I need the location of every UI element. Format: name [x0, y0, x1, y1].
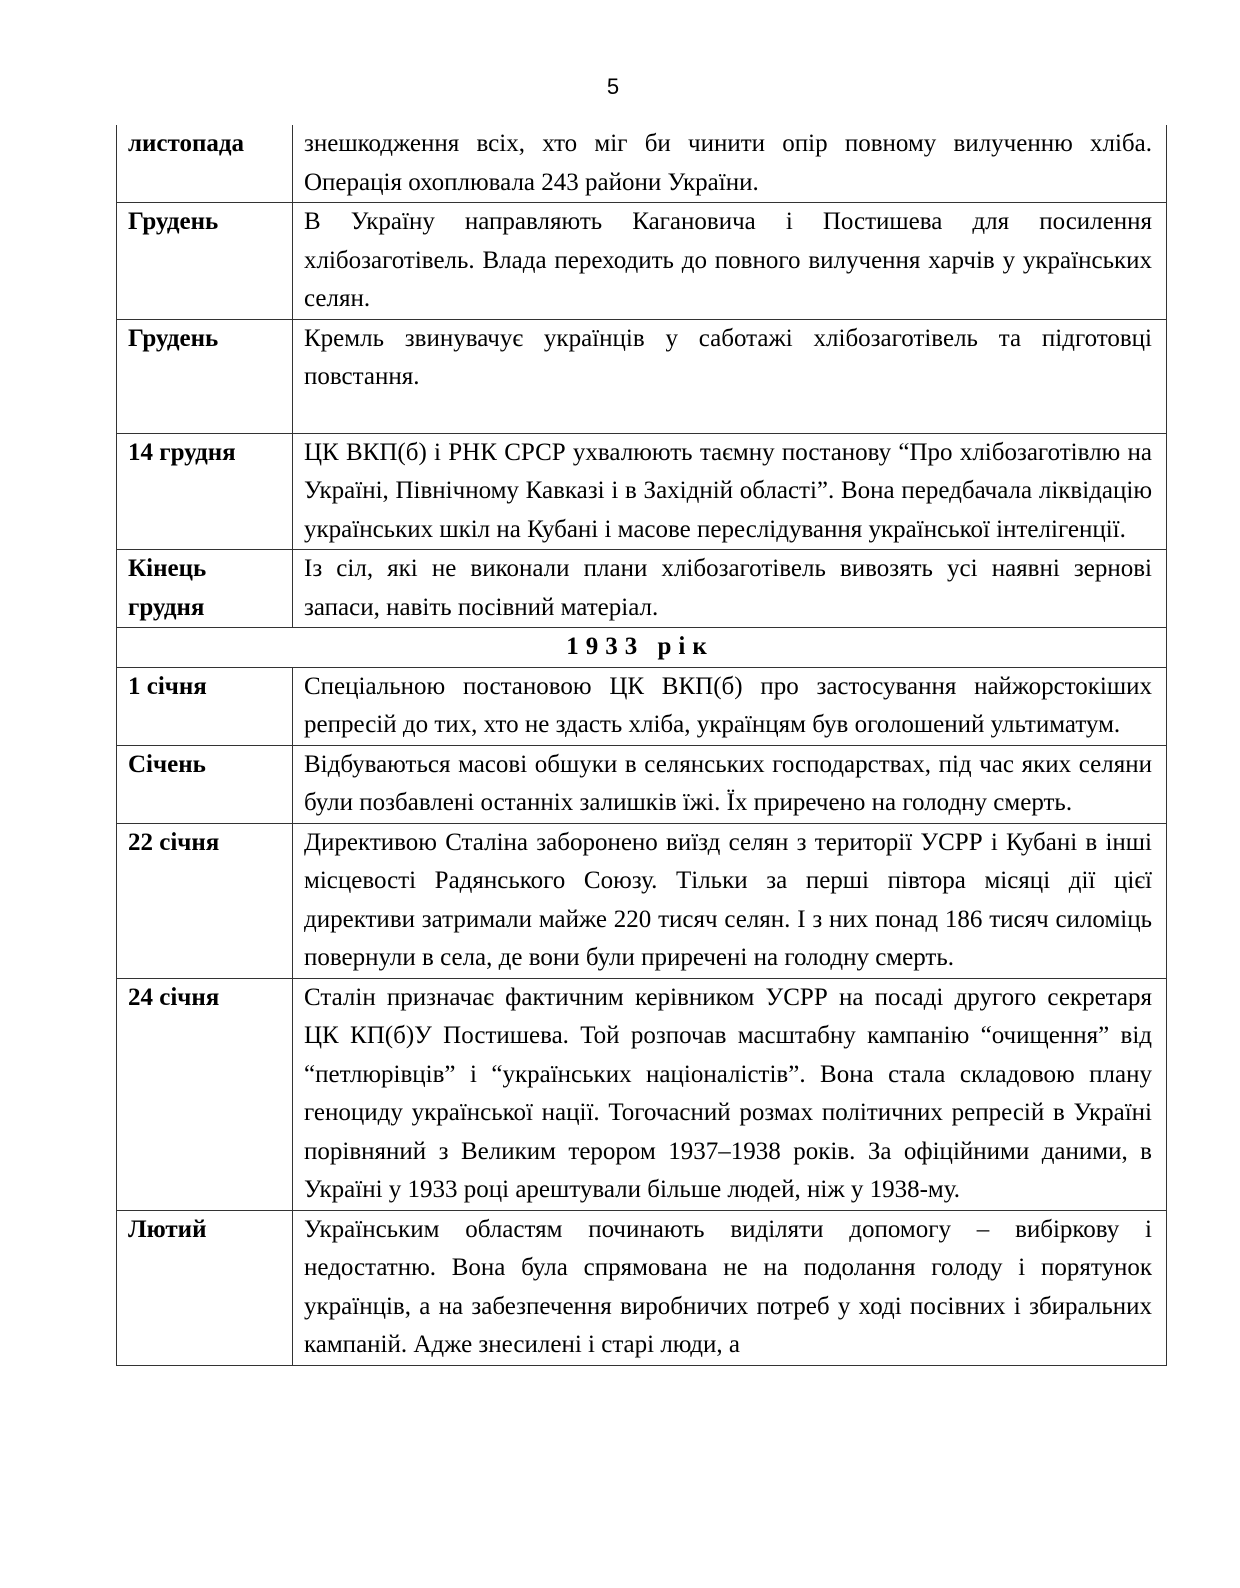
year-header-row [117, 628, 1167, 668]
event-date: 24 січня [117, 978, 293, 1210]
table-row [117, 433, 1167, 550]
event-date: Лютий [117, 1210, 293, 1365]
table-row [117, 319, 1167, 433]
table-row [117, 203, 1167, 320]
event-description: знешкодження всіх, хто міг би чинити опір повному вилученню хліба. Операція охоплювала 243 райони України. [293, 125, 1167, 203]
event-description: Сталін призначає фактичним керівником УСРР на посаді другого секретаря ЦК КП(б)У Постишева. Той розпочав масштабну кампанію “очищення” від “петлюрівців” і “українських націоналістів”. Вона стала складовою плану геноциду української нації. Тогочасний розмах політичних репресій в Україні порівняний з Великим терором 1937–1938 років. За офіційними даними, в Україні у 1933 році арештували більше людей, ніж у 1938-му. [293, 978, 1167, 1210]
event-description: Відбуваються масові обшуки в селянських господарствах, під час яких селяни були позбавлені останніх залишків їжі. Їх приречено на голодну смерть. [293, 745, 1167, 823]
event-description: В Україну направляють Кагановича і Постишева для посилення хлібозаготівель. Влада переходить до повного вилучення харчів у українських селян. [293, 203, 1167, 320]
event-date: Грудень [117, 203, 293, 320]
event-date: 22 січня [117, 823, 293, 978]
event-date: Грудень [117, 319, 293, 433]
table-row [117, 667, 1167, 745]
event-date: Січень [117, 745, 293, 823]
event-date: 1 січня [117, 667, 293, 745]
chronology-table [116, 125, 1167, 1366]
event-description: Директивою Сталіна заборонено виїзд селян з території УСРР і Кубані в інші місцевості Радянського Союзу. Тільки за перші півтора місяці дії цієї директиви затримали майже 220 тисяч селян. І з них понад 186 тисяч силоміць повернули в села, де вони були приречені на голодну смерть. [293, 823, 1167, 978]
event-date: 14 грудня [117, 433, 293, 550]
event-description: ЦК ВКП(б) і РНК СРСР ухвалюють таємну постанову “Про хлібозаготівлю на Україні, Північному Кавказі і в Західній області”. Вона передбачала ліквідацію українських шкіл на Кубані і масове переслідування української інтелігенції. [293, 433, 1167, 550]
page-number: 5 [606, 74, 620, 99]
table-row [117, 125, 1167, 203]
table-row [117, 550, 1167, 628]
event-date: Кінець грудня [117, 550, 293, 628]
table-row [117, 745, 1167, 823]
year-header: 1933 рік [117, 628, 1167, 668]
event-date: листопада [117, 125, 293, 203]
event-description: Кремль звинувачує українців у саботажі хлібозаготівель та підготовці повстання. [293, 319, 1167, 433]
event-description: Українським областям починають виділяти допомогу – вибіркову і недостатню. Вона була спрямована не на подолання голоду і порятунок українців, а на забезпечення виробничих потреб у ході посівних і збиральних кампаній. Адже знесилені і старі люди, а [293, 1210, 1167, 1365]
table-row [117, 1210, 1167, 1365]
table-row [117, 978, 1167, 1210]
event-description: Спеціальною постановою ЦК ВКП(б) про застосування найжорстокіших репресій до тих, хто не здасть хліба, українцям був оголошений ультиматум. [293, 667, 1167, 745]
table-row [117, 823, 1167, 978]
event-description: Із сіл, які не виконали плани хлібозаготівель вивозять усі наявні зернові запаси, навіть посівний матеріал. [293, 550, 1167, 628]
